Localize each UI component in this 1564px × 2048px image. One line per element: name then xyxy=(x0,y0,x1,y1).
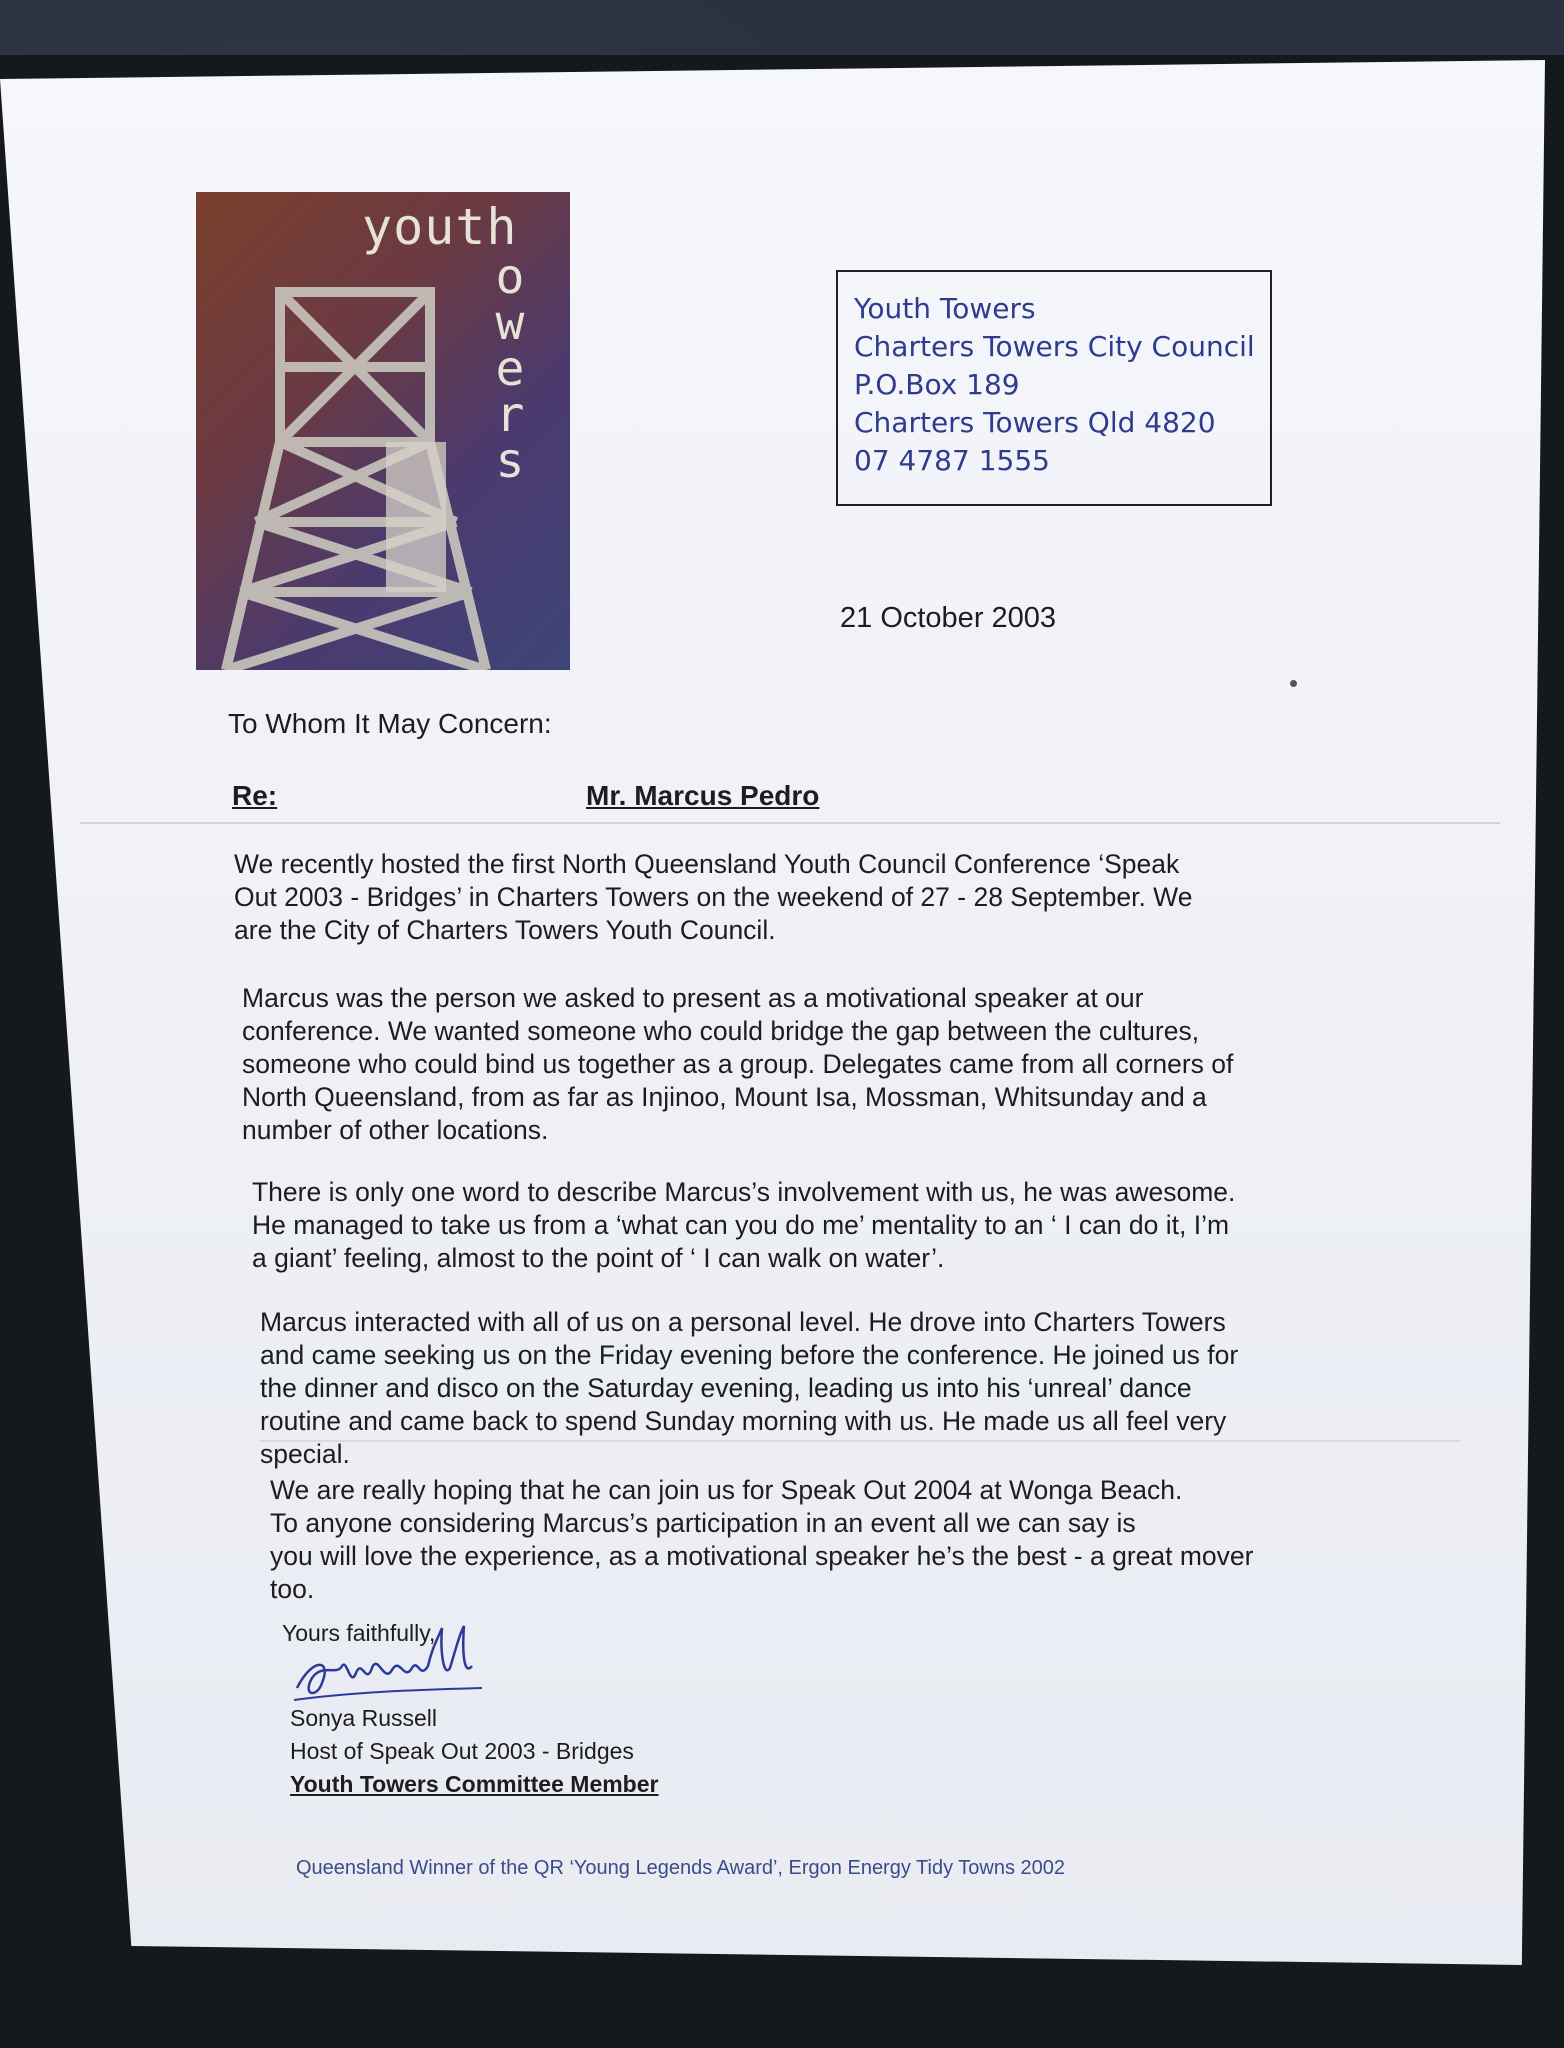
logo-word-towers: o w e r s xyxy=(495,249,525,489)
paragraph-1: We recently hosted the first North Queensland Youth Council Conference ‘Speak Out 2003 - Bridges’ in Charters Towers on the weekend of 27 - 28 September. We are the City of Charters Towers Youth Council. xyxy=(234,849,1193,945)
fold-crease xyxy=(80,822,1500,824)
paragraph-3: There is only one word to describe Marcus’s involvement with us, he was awesome. He managed to take us from a ‘what can you do me’ mentality to an ‘ I can do it, I’m a giant’ feeling, almost to the point of ‘ I can walk on water’. xyxy=(252,1177,1236,1273)
ink-speck xyxy=(1290,680,1297,687)
signatory-block xyxy=(290,1702,658,1801)
logo-word-youth: youth xyxy=(362,198,518,256)
paragraph-4: Marcus interacted with all of us on a personal level. He drove into Charters Towers and came seeking us on the Friday evening before the conference. He joined us for the dinner and disco on the Saturday evening, leading us into his ‘unreal’ dance routine and came back to spend Sunday morning with us. He made us all feel very special. xyxy=(260,1307,1239,1469)
paragraph-5: We are really hoping that he can join us for Speak Out 2004 at Wonga Beach. To anyone considering Marcus’s participation in an event all we can say is you will love the experience, as a motivational speaker he’s the best - a great mover too. xyxy=(270,1475,1254,1604)
subject-name: Mr. Marcus Pedro xyxy=(586,780,820,811)
address-line: Charters Towers Qld 4820 xyxy=(854,406,1216,439)
signatory-title: Youth Towers Committee Member xyxy=(290,1771,659,1797)
salutation: To Whom It May Concern: xyxy=(228,708,552,739)
footer-award-line: Queensland Winner of the QR ‘Young Legends Award’, Ergon Energy Tidy Towns 2002 xyxy=(296,1857,1066,1879)
re-label: Re: xyxy=(232,780,278,811)
closing-line: Yours faithfully, xyxy=(282,1620,436,1646)
address-line: Charters Towers City Council xyxy=(854,330,1255,363)
paragraph-2: Marcus was the person we asked to present as a motivational speaker at our conference. We wanted someone who could bridge the gap between the cultures, someone who could bind us together as a group. Delegates came from all corners of North Queensland, from as far as Injinoo, Mount Isa, Mossman, Whitsunday and a number of other locations. xyxy=(242,983,1234,1145)
sender-address-box xyxy=(836,270,1272,506)
letter-date: 21 October 2003 xyxy=(840,602,1057,634)
signatory-role: Host of Speak Out 2003 - Bridges xyxy=(290,1738,634,1764)
address-line: 07 4787 1555 xyxy=(854,444,1050,477)
address-line: Youth Towers xyxy=(854,292,1036,325)
handwritten-signature xyxy=(292,1618,492,1708)
youth-towers-logo xyxy=(196,192,570,670)
signatory-name: Sonya Russell xyxy=(290,1705,438,1731)
address-line: P.O.Box 189 xyxy=(854,368,1020,401)
